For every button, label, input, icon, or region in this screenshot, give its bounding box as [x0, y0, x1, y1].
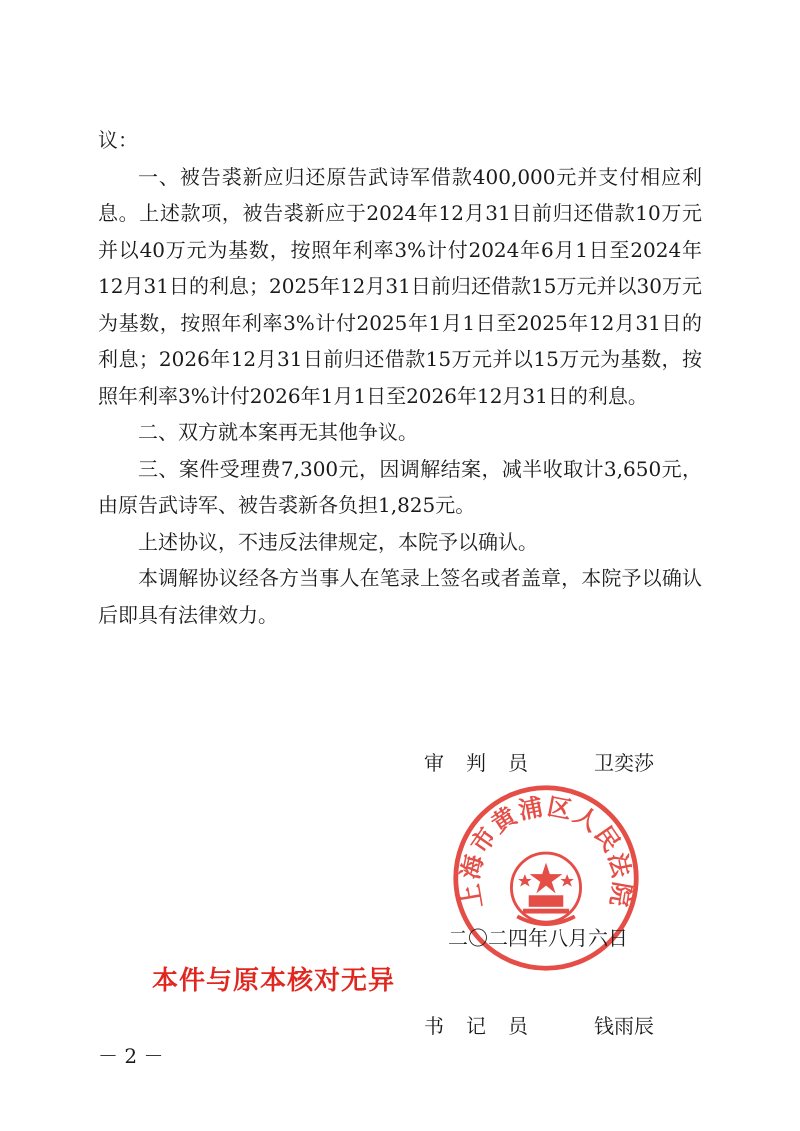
intro-line: 议： — [98, 128, 138, 152]
signing-date: 二〇二四年八月六日 — [448, 926, 628, 950]
clerk-name: 钱雨辰 — [594, 1014, 654, 1038]
legal-effect-paragraph: 本调解协议经各方当事人在笔录上签名或者盖章，本院予以确认后即具有法律效力。 — [98, 566, 702, 627]
page-number: － 2 － — [98, 1044, 164, 1068]
seal-text: 上海市黄浦区人民法院 — [455, 792, 637, 911]
clerk-signature-line — [424, 1010, 654, 1106]
agreement-item-3: 三、案件受理费7,300元，因调解结案，减半收取计3,650元，由原告武诗军、被告裘新各负担1,825元。 — [98, 456, 702, 517]
svg-text:上海市黄浦区人民法院 — [456, 792, 636, 910]
clerk-role-label: 书记员 — [424, 1014, 550, 1038]
agreement-item-1: 一、被告裘新应归还原告武诗军借款400,000元并支付相应利息。上述款项，被告裘新应于2024年12月31日前归还借款10万元并以40万元为基数，按照年利率3%计付2024年6月1日至2024年12月31日的利息；2025年12月31日前归还借款15万元并以30万元为基数，按照年利率3%计付2025年1月1日至2025年12月31日的利息；2026年12月31日前归还借款15万元并以15万元为基数，按照年利率3%计付2026年1月1日至2026年12月31日的利息。 — [98, 164, 702, 408]
judge-role-label: 审判员 — [424, 751, 550, 775]
document-body — [98, 122, 702, 633]
verification-stamp: 本件与原本核对无异 — [152, 966, 396, 996]
judge-name: 卫奕莎 — [594, 751, 654, 775]
confirmation-paragraph: 上述协议，不违反法律规定，本院予以确认。 — [138, 529, 538, 554]
judge-signature-line — [424, 747, 654, 843]
agreement-item-2: 二、双方就本案再无其他争议。 — [138, 420, 418, 444]
national-emblem-icon — [511, 853, 580, 924]
